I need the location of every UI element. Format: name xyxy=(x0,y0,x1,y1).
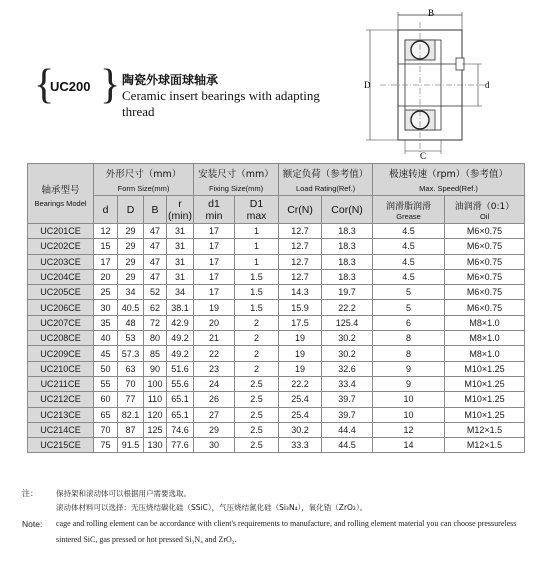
cell-d: 12 xyxy=(94,224,118,239)
note-cn-line-2: 滚动体材料可以选择：无压烧结碳化硅（SSiC），气压烧结氮化硅（Si₃N₄），氧化锆（ZrO₂）。 xyxy=(56,503,368,512)
cell-r: 49.2 xyxy=(167,331,194,346)
cell-D1-max: 2 xyxy=(235,361,279,376)
cell-speed-grease: 6 xyxy=(373,315,445,330)
cell-speed-grease: 10 xyxy=(373,392,445,407)
cell-speed-grease: 9 xyxy=(373,376,445,391)
form-size-cn: 外形尺寸（mm） xyxy=(94,164,194,182)
cell-D: 34 xyxy=(118,285,144,300)
cell-speed-oil: M6×0.75 xyxy=(445,239,525,254)
cell-model: UC212CE xyxy=(28,392,94,407)
cell-model: UC207CE xyxy=(28,315,94,330)
cell-B: 72 xyxy=(144,315,167,330)
cell-B: 47 xyxy=(144,239,167,254)
cell-d: 60 xyxy=(94,392,118,407)
cell-cor: 44.5 xyxy=(322,438,373,453)
cell-cor: 39.7 xyxy=(322,407,373,422)
col-model-header xyxy=(28,164,94,196)
max-speed-en: Max. Speed(Ref.) xyxy=(373,182,525,196)
cell-d: 35 xyxy=(94,315,118,330)
cell-speed-grease: 4.5 xyxy=(373,224,445,239)
right-brace: } xyxy=(100,62,121,108)
cell-B: 90 xyxy=(144,361,167,376)
cell-B: 52 xyxy=(144,285,167,300)
cell-D1-max: 1.5 xyxy=(235,269,279,284)
dim-label-D: D xyxy=(364,80,371,90)
cell-D: 87 xyxy=(118,422,144,437)
cell-cr: 30.2 xyxy=(279,422,322,437)
cell-r: 51.6 xyxy=(167,361,194,376)
cell-model: UC206CE xyxy=(28,300,94,315)
cell-D1-max: 2.5 xyxy=(235,392,279,407)
col-d1-label: d1 xyxy=(208,197,220,210)
fixing-size-cn: 安装尺寸（mm） xyxy=(194,164,279,182)
cell-D1-max: 2.5 xyxy=(235,438,279,453)
table-row xyxy=(28,422,525,437)
col-D1-label: D1 xyxy=(249,197,264,210)
cell-d: 65 xyxy=(94,407,118,422)
cell-r: 55.6 xyxy=(167,376,194,391)
table-row xyxy=(28,392,525,407)
cell-d1-min: 22 xyxy=(194,346,235,361)
cell-B: 80 xyxy=(144,331,167,346)
cell-d1-min: 27 xyxy=(194,407,235,422)
note-en-line-2: sintered SiC, gas pressed or hot pressed Si₃N₄ and ZrO₂. xyxy=(56,535,237,544)
cell-cr: 12.7 xyxy=(279,254,322,269)
col-oil-cn: 油润滑（0:1） xyxy=(454,201,515,212)
col-d1 xyxy=(194,196,235,224)
cell-D: 77 xyxy=(118,392,144,407)
cell-d1-min: 29 xyxy=(194,422,235,437)
table-row xyxy=(28,239,525,254)
cell-r: 31 xyxy=(167,224,194,239)
cell-D: 29 xyxy=(118,224,144,239)
cell-cr: 22.2 xyxy=(279,376,322,391)
cell-d1-min: 17 xyxy=(194,285,235,300)
cell-speed-oil: M8×1.0 xyxy=(445,346,525,361)
cell-r: 65.1 xyxy=(167,407,194,422)
cell-d1-min: 30 xyxy=(194,438,235,453)
cell-D: 29 xyxy=(118,239,144,254)
col-d: d xyxy=(94,196,118,224)
cell-d: 70 xyxy=(94,422,118,437)
note-label-cn: 注： xyxy=(22,489,38,498)
cell-cor: 22.2 xyxy=(322,300,373,315)
load-rating-en: Load Rating(Ref.) xyxy=(279,182,373,196)
note-label-en: Note: xyxy=(22,519,43,529)
cell-speed-grease: 5 xyxy=(373,285,445,300)
note-cn-line-1: 保持架和滚动体可以根据用户需要选取。 xyxy=(56,489,191,498)
title-chinese: 陶瓷外球面球轴承 xyxy=(122,73,219,87)
cell-r: 31 xyxy=(167,254,194,269)
cell-speed-oil: M10×1.25 xyxy=(445,361,525,376)
cell-speed-oil: M12×1.5 xyxy=(445,422,525,437)
cell-cor: 18.3 xyxy=(322,269,373,284)
cell-B: 125 xyxy=(144,422,167,437)
cell-d1-min: 24 xyxy=(194,376,235,391)
cell-d: 75 xyxy=(94,438,118,453)
cell-cr: 25.4 xyxy=(279,392,322,407)
product-header xyxy=(34,62,354,119)
cell-r: 49.2 xyxy=(167,346,194,361)
cell-speed-oil: M8×1.0 xyxy=(445,315,525,330)
cell-d1-min: 21 xyxy=(194,331,235,346)
cell-model: UC208CE xyxy=(28,331,94,346)
cell-d1-min: 19 xyxy=(194,300,235,315)
cell-cr: 12.7 xyxy=(279,224,322,239)
cell-r: 34 xyxy=(167,285,194,300)
cell-model: UC205CE xyxy=(28,285,94,300)
cell-D1-max: 2.5 xyxy=(235,407,279,422)
cell-speed-oil: M6×0.75 xyxy=(445,254,525,269)
table-row xyxy=(28,346,525,361)
cell-speed-oil: M10×1.25 xyxy=(445,407,525,422)
cell-speed-grease: 9 xyxy=(373,361,445,376)
cell-speed-grease: 10 xyxy=(373,407,445,422)
max-speed-cn: 极速转速（rpm）（参考值） xyxy=(373,164,525,182)
cell-D: 91.5 xyxy=(118,438,144,453)
cell-D: 48 xyxy=(118,315,144,330)
cell-model: UC202CE xyxy=(28,239,94,254)
cell-cor: 33.4 xyxy=(322,376,373,391)
cell-cr: 12.7 xyxy=(279,269,322,284)
cell-speed-grease: 5 xyxy=(373,300,445,315)
cell-B: 130 xyxy=(144,438,167,453)
cell-r: 65.1 xyxy=(167,392,194,407)
cell-cr: 14.3 xyxy=(279,285,322,300)
col-d1-sub: min xyxy=(205,209,223,222)
col-D1 xyxy=(235,196,279,224)
col-r-sub: (min) xyxy=(168,209,192,222)
cell-speed-grease: 12 xyxy=(373,422,445,437)
spec-table-body xyxy=(28,224,525,453)
cell-d: 40 xyxy=(94,331,118,346)
table-row xyxy=(28,300,525,315)
cell-cor: 32.6 xyxy=(322,361,373,376)
cell-cr: 19 xyxy=(279,361,322,376)
cell-cor: 39.7 xyxy=(322,392,373,407)
cell-D1-max: 2 xyxy=(235,315,279,330)
title-english: Ceramic insert bearings with adapting thread xyxy=(122,88,320,119)
cell-cor: 44.4 xyxy=(322,422,373,437)
cell-cr: 33.3 xyxy=(279,438,322,453)
cell-model: UC214CE xyxy=(28,422,94,437)
cell-d1-min: 17 xyxy=(194,269,235,284)
cell-D1-max: 1 xyxy=(235,239,279,254)
cell-d1-min: 17 xyxy=(194,239,235,254)
col-r xyxy=(167,196,194,224)
cell-d: 15 xyxy=(94,239,118,254)
cell-d1-min: 17 xyxy=(194,224,235,239)
cell-speed-grease: 14 xyxy=(373,438,445,453)
left-brace: { xyxy=(34,62,55,108)
cell-d1-min: 17 xyxy=(194,254,235,269)
col-oil-en: Oil xyxy=(479,211,490,221)
cell-d: 50 xyxy=(94,361,118,376)
cell-speed-oil: M12×1.5 xyxy=(445,438,525,453)
spec-table xyxy=(27,163,525,453)
cell-cor: 125.4 xyxy=(322,315,373,330)
cell-cor: 30.2 xyxy=(322,331,373,346)
cell-model: UC215CE xyxy=(28,438,94,453)
cell-d1-min: 23 xyxy=(194,361,235,376)
cell-speed-grease: 4.5 xyxy=(373,269,445,284)
cell-d: 20 xyxy=(94,269,118,284)
dim-label-C: C xyxy=(420,151,427,161)
cell-D: 29 xyxy=(118,254,144,269)
cell-speed-oil: M6×0.75 xyxy=(445,224,525,239)
note-en-line-1: cage and rolling element can be accordance with client's requirements to manufacture, and rolling element material you can choose pressureless xyxy=(56,519,517,528)
cell-r: 31 xyxy=(167,269,194,284)
model-series: UC200 xyxy=(50,79,91,94)
cell-B: 62 xyxy=(144,300,167,315)
cell-B: 100 xyxy=(144,376,167,391)
cell-model: UC211CE xyxy=(28,376,94,391)
cell-cor: 18.3 xyxy=(322,254,373,269)
col-cor: Cor(N) xyxy=(322,196,373,224)
cell-cr: 17.5 xyxy=(279,315,322,330)
form-size-en: Form Size(mm) xyxy=(94,182,194,196)
col-D: D xyxy=(118,196,144,224)
col-grease xyxy=(373,196,445,224)
col-oil xyxy=(445,196,525,224)
table-row xyxy=(28,438,525,453)
cell-r: 31 xyxy=(167,239,194,254)
cell-model: UC204CE xyxy=(28,269,94,284)
col-grease-cn: 润滑脂润滑 xyxy=(386,201,432,212)
cell-cr: 19 xyxy=(279,346,322,361)
col-D1-sub: max xyxy=(246,209,267,222)
bearing-section-drawing xyxy=(350,2,530,162)
cell-r: 77.6 xyxy=(167,438,194,453)
col-B: B xyxy=(144,196,167,224)
cell-d: 25 xyxy=(94,285,118,300)
cell-r: 74.6 xyxy=(167,422,194,437)
cell-d1-min: 20 xyxy=(194,315,235,330)
cell-D: 40.5 xyxy=(118,300,144,315)
cell-speed-oil: M10×1.25 xyxy=(445,376,525,391)
model-header-en: Bearings Model xyxy=(28,196,94,224)
cell-speed-oil: M8×1.0 xyxy=(445,331,525,346)
cell-D: 63 xyxy=(118,361,144,376)
cell-model: UC213CE xyxy=(28,407,94,422)
cell-D1-max: 1 xyxy=(235,254,279,269)
cell-D1-max: 1.5 xyxy=(235,300,279,315)
table-row xyxy=(28,285,525,300)
cell-speed-grease: 8 xyxy=(373,346,445,361)
col-r-label: r xyxy=(178,197,182,210)
cell-cor: 30.2 xyxy=(322,346,373,361)
cell-d1-min: 26 xyxy=(194,392,235,407)
cell-D1-max: 2 xyxy=(235,331,279,346)
table-row xyxy=(28,376,525,391)
cell-D: 53 xyxy=(118,331,144,346)
cell-cor: 18.3 xyxy=(322,224,373,239)
cell-r: 42.9 xyxy=(167,315,194,330)
cell-D1-max: 1 xyxy=(235,224,279,239)
cell-speed-oil: M6×0.75 xyxy=(445,269,525,284)
cell-B: 120 xyxy=(144,407,167,422)
cell-model: UC201CE xyxy=(28,224,94,239)
cell-cr: 12.7 xyxy=(279,239,322,254)
col-cr: Cr(N) xyxy=(279,196,322,224)
cell-speed-grease: 4.5 xyxy=(373,254,445,269)
cell-cor: 18.3 xyxy=(322,239,373,254)
table-row xyxy=(28,224,525,239)
cell-speed-grease: 8 xyxy=(373,331,445,346)
cell-D: 29 xyxy=(118,269,144,284)
cell-B: 47 xyxy=(144,254,167,269)
table-row xyxy=(28,361,525,376)
load-rating-cn: 额定负荷（参考值） xyxy=(279,164,373,182)
cell-B: 85 xyxy=(144,346,167,361)
cell-d: 30 xyxy=(94,300,118,315)
cell-speed-oil: M6×0.75 xyxy=(445,285,525,300)
cell-D: 70 xyxy=(118,376,144,391)
cell-speed-oil: M6×0.75 xyxy=(445,300,525,315)
cell-r: 38.1 xyxy=(167,300,194,315)
table-row xyxy=(28,254,525,269)
table-row xyxy=(28,407,525,422)
cell-cr: 15.9 xyxy=(279,300,322,315)
cell-D1-max: 2.5 xyxy=(235,376,279,391)
table-row xyxy=(28,315,525,330)
cell-d: 45 xyxy=(94,346,118,361)
model-header-cn: 轴承型号 xyxy=(41,184,80,196)
cell-cr: 19 xyxy=(279,331,322,346)
fixing-size-en: Fixing Size(mm) xyxy=(194,182,279,196)
cell-d: 55 xyxy=(94,376,118,391)
cell-B: 47 xyxy=(144,269,167,284)
cell-cor: 19.7 xyxy=(322,285,373,300)
cell-B: 110 xyxy=(144,392,167,407)
cell-model: UC203CE xyxy=(28,254,94,269)
cell-B: 47 xyxy=(144,224,167,239)
table-row xyxy=(28,269,525,284)
dim-label-b: B xyxy=(428,8,435,18)
cell-d: 17 xyxy=(94,254,118,269)
cell-D1-max: 2 xyxy=(235,346,279,361)
cell-model: UC210CE xyxy=(28,361,94,376)
cell-cr: 25.4 xyxy=(279,407,322,422)
cell-speed-oil: M10×1.25 xyxy=(445,392,525,407)
col-grease-en: Grease xyxy=(396,211,421,221)
cell-D: 82.1 xyxy=(118,407,144,422)
cell-speed-grease: 4.5 xyxy=(373,239,445,254)
cell-model: UC209CE xyxy=(28,346,94,361)
table-row xyxy=(28,331,525,346)
dim-label-d: d xyxy=(485,80,490,90)
cell-D1-max: 1.5 xyxy=(235,285,279,300)
cell-D: 57.3 xyxy=(118,346,144,361)
cell-D1-max: 2.5 xyxy=(235,422,279,437)
